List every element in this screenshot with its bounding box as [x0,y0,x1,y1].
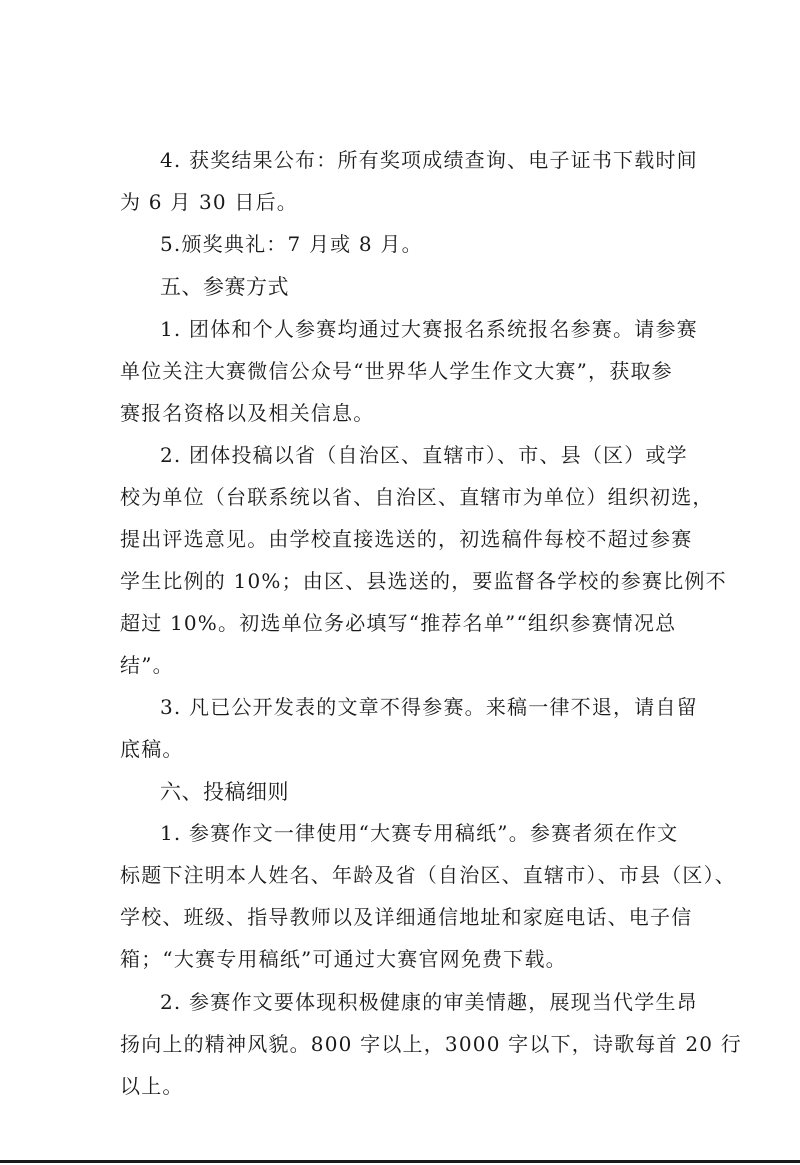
bottom-divider [0,1160,800,1163]
line-text: 扬向上的精神风貌。800 字以上，3000 字以下，诗歌每首 20 行 [120,1032,742,1056]
line-text: 1. 参赛作文一律使用“大赛专用稿纸”。参赛者须在作文 [160,821,679,845]
paragraph-line [120,608,800,638]
paragraph-line [120,398,800,428]
line-text: 提出评选意见。由学校直接选送的，初选稿件每校不超过参赛 [120,527,693,551]
line-text: 为 6 月 30 日后。 [120,190,299,214]
paragraph-line [160,818,800,848]
line-text: 底稿。 [120,737,184,761]
paragraph-line [160,314,800,344]
paragraph-line [160,440,800,470]
line-text: 超过 10%。初选单位务必填写“推荐名单”“组织参赛情况总 [120,611,677,635]
line-text: 4. 获奖结果公布：所有奖项成绩查询、电子证书下载时间 [160,148,698,172]
paragraph-line [160,145,800,175]
line-text: 标题下注明本人姓名、年龄及省（自治区、直辖市）、市县（区）、 [120,863,736,887]
line-text: 箱；“大赛专用稿纸”可通过大赛官网免费下载。 [120,947,567,971]
paragraph-line [120,734,800,764]
line-text: 学校、班级、指导教师以及详细通信地址和家庭电话、电子信 [120,905,693,929]
paragraph-line [120,902,800,932]
line-text: 5.颁奖典礼：7 月或 8 月。 [160,232,423,256]
paragraph-line [120,860,800,890]
line-text: 学生比例的 10%；由区、县选送的，要监督各学校的参赛比例不 [120,569,727,593]
paragraph-line [120,650,800,680]
paragraph-line [120,944,800,974]
paragraph-line [120,1071,800,1101]
paragraph-line [120,482,800,512]
paragraph-line [160,229,800,259]
heading-text: 六、投稿细则 [160,780,289,804]
paragraph-line [120,566,800,596]
paragraph-line [160,987,800,1017]
paragraph-line [120,187,800,217]
heading-text: 五、参赛方式 [160,275,289,299]
paragraph-line [160,692,800,722]
section-heading [160,777,800,807]
line-text: 1. 团体和个人参赛均通过大赛报名系统报名参赛。请参赛 [160,317,698,341]
line-text: 2. 参赛作文要体现积极健康的审美情趣，展现当代学生昂 [160,990,698,1014]
paragraph-line [120,524,800,554]
section-heading [160,272,800,302]
line-text: 校为单位（台联系统以省、自治区、直辖市为单位）组织初选， [120,485,714,509]
paragraph-line [120,1029,800,1059]
line-text: 以上。 [120,1074,184,1098]
line-text: 3. 凡已公开发表的文章不得参赛。来稿一律不退，请自留 [160,695,698,719]
line-text: 2. 团体投稿以省（自治区、直辖市）、市、县（区）或学 [160,443,688,467]
line-text: 单位关注大赛微信公众号“世界华人学生作文大赛”，获取参 [120,359,673,383]
line-text: 结”。 [120,653,174,677]
paragraph-line [120,356,800,386]
line-text: 赛报名资格以及相关信息。 [120,401,375,425]
